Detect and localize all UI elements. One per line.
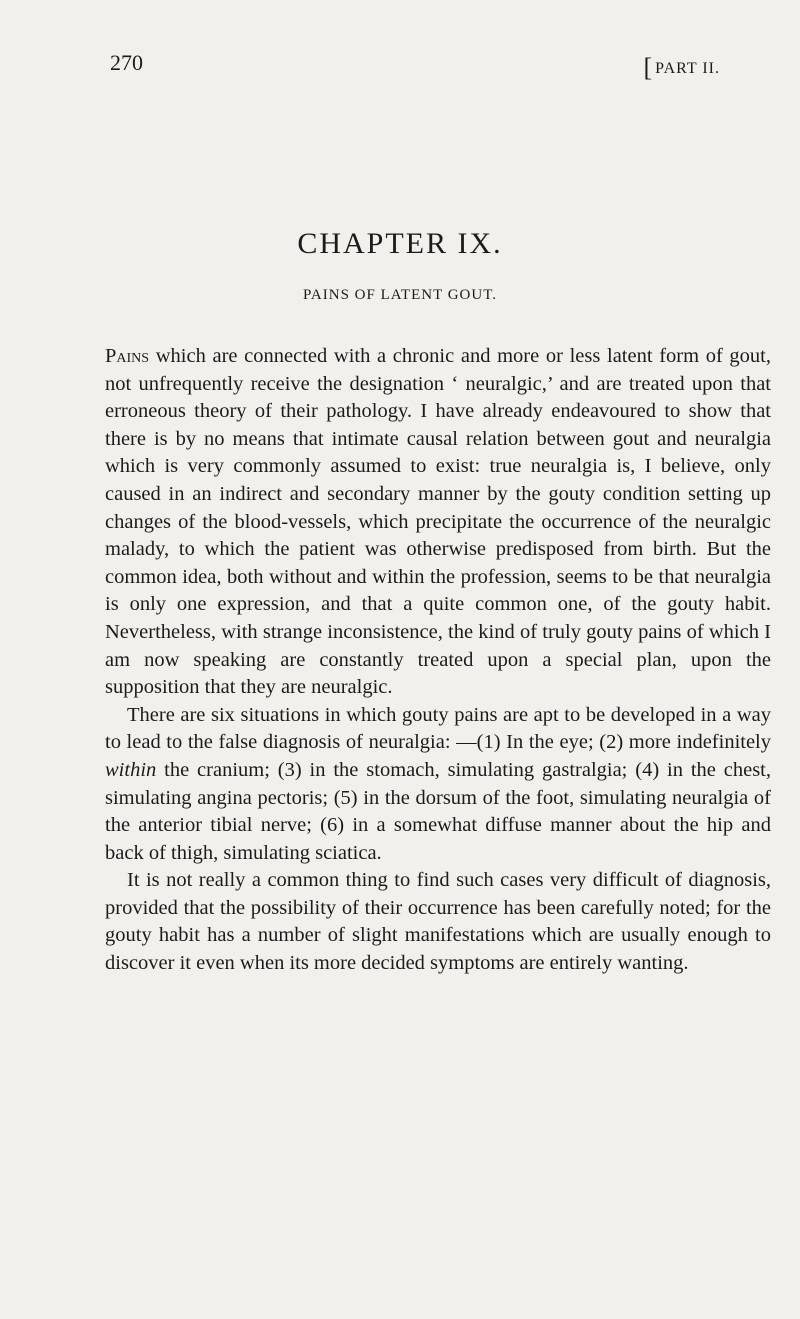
chapter-subtitle: PAINS OF LATENT GOUT. — [302, 287, 498, 303]
paragraph-3-text: It is not really a common thing to find such cases very difficult of diagnosis, provided that the possibility of their occurrence has been carefully noted; for the gouty habit has a number of slight manifestations which are usually enough to discover it even when its more decided symptoms are entirely wanting. — [105, 869, 771, 975]
bracket-glyph: [ — [643, 53, 654, 82]
paragraph-3 — [105, 867, 771, 977]
paragraph-2 — [105, 702, 771, 868]
page-number: 270 — [110, 50, 143, 75]
paragraph-2-text-after: the cranium; (3) in the stomach, simulating gastralgia; (4) in the chest, simulating angina pectoris; (5) in the dorsum of the foot, simulating neuralgia of the anterior tibial nerve; (6) in a somewhat diffuse manner about the hip and back of thigh, simulating sciatica. — [105, 758, 771, 864]
part-label — [643, 50, 720, 80]
paragraph-1 — [105, 343, 771, 702]
part-label-text: PART II. — [655, 60, 720, 77]
paragraph-2-text-before: There are six situations in which gouty pains are apt to be developed in a way to lead to the false diagnosis of neuralgia: —(1) In the eye; (2) more indefinitely — [105, 703, 771, 754]
running-head — [110, 50, 720, 80]
paragraph-lead-word: Pains — [105, 345, 150, 367]
paragraph-2-italic: within — [105, 758, 157, 781]
body-text — [105, 343, 771, 978]
chapter-title: CHAPTER IX. — [297, 227, 503, 260]
paragraph-1-text: which are connected with a chronic and more or less latent form of gout, not unfrequently receive the designation ‘ neuralgic,’ and are treated upon that erroneous theory of their pathology. I have already endeavoured to show that there is by no means that intimate causal relation between gout and neuralgia which is very commonly assumed to exist: true neuralgia is, I believe, only caused in an indirect and secondary manner by the gouty condition setting up changes of the blood-vessels, which precipitate the occurrence of the neuralgic malady, to which the patient was otherwise predisposed from birth. But the common idea, both without and within the profession, seems to be that neuralgia is only one expression, and that a quite common one, of the gouty habit. Nevertheless, with strange inconsistence, the kind of truly gouty pains of which I am now speaking are constantly treated upon a special plan, upon the supposition that they are neuralgic. — [105, 345, 771, 699]
